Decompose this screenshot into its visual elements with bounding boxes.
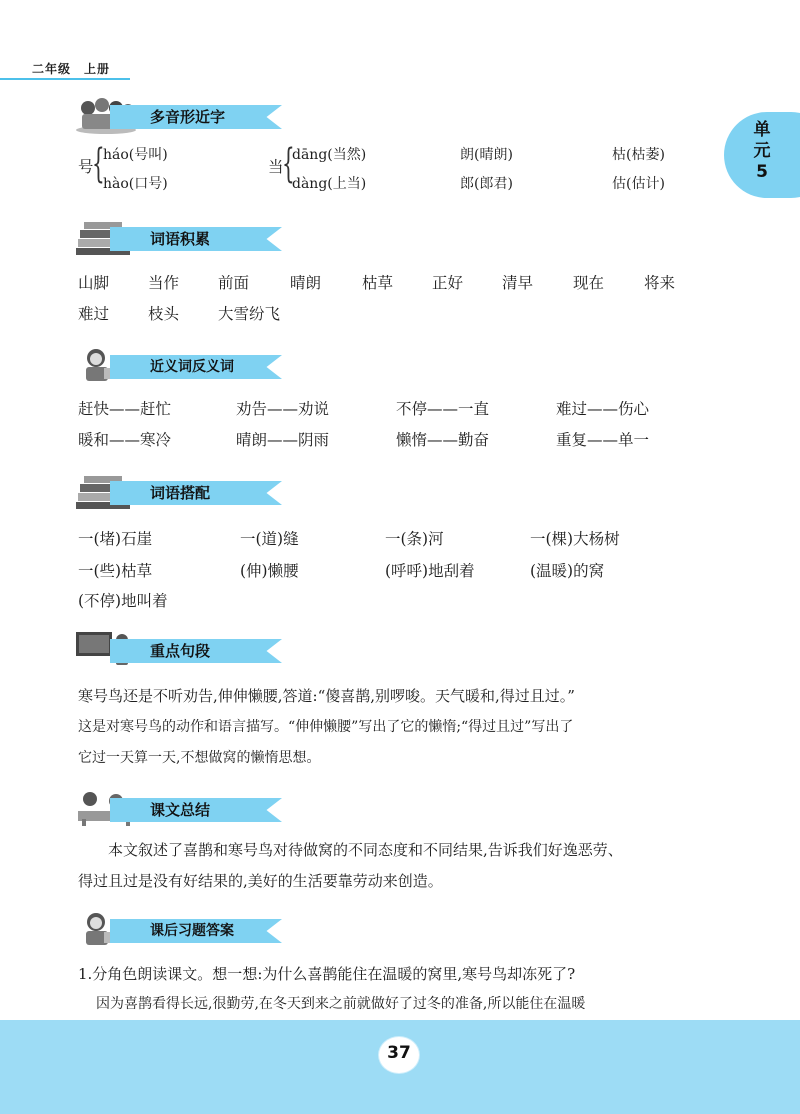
brace-icon: {: [282, 141, 295, 187]
word-item: 正好: [432, 274, 464, 292]
word-item: 当作: [148, 274, 180, 292]
brace-icon: {: [92, 141, 105, 187]
synonym-pair: 赶快——赶忙: [78, 400, 172, 418]
similar-char: 郎(郎君): [460, 176, 513, 192]
antonym-pair: 晴朗——阴雨: [236, 431, 330, 449]
polyphone-reading: dāng(当然): [292, 147, 367, 163]
summary-text: 本文叙述了喜鹊和寒号鸟对待做窝的不同态度和不同结果,告诉我们好逸恶劳、: [108, 841, 623, 859]
synonym-pair: 不停——一直: [396, 400, 490, 418]
word-item: 枯草: [362, 274, 394, 292]
word-item: 清早: [502, 274, 534, 292]
word-item: 现在: [573, 274, 605, 292]
collocation-item: 一(些)枯草: [78, 562, 153, 580]
polyphone-reading: háo(号叫): [103, 147, 168, 163]
polyphone-char-dang: 当: [268, 158, 284, 176]
antonym-pair: 暖和——寒冷: [78, 431, 172, 449]
summary-text: 得过且过是没有好结果的,美好的生活要靠劳动来创造。: [78, 872, 443, 890]
section-title: 课后习题答案: [150, 923, 234, 939]
word-item: 枝头: [148, 305, 180, 323]
similar-char: 估(估计): [612, 176, 665, 192]
synonym-pair: 劝告——劝说: [236, 400, 330, 418]
section-title: 近义词反义词: [150, 359, 234, 375]
word-item: 大雪纷飞: [218, 305, 281, 323]
word-item: 难过: [78, 305, 110, 323]
collocation-item: 一(条)河: [385, 530, 444, 548]
key-passage-quote: 寒号鸟还是不听劝告,伸伸懒腰,答道:“傻喜鹊,别啰唆。天气暖和,得过且过。”: [78, 687, 575, 705]
antonym-pair: 懒惰——勤奋: [396, 431, 490, 449]
collocation-item: 一(堵)石崖: [78, 530, 153, 548]
exercise-question: 1.分角色朗读课文。想一想:为什么喜鹊能住在温暖的窝里,寒号鸟却冻死了?: [78, 965, 576, 983]
word-item: 晴朗: [290, 274, 322, 292]
polyphone-reading: dàng(上当): [292, 176, 367, 192]
collocation-item: 一(棵)大杨树: [530, 530, 620, 548]
collocation-item: (温暖)的窝: [530, 562, 605, 580]
collocation-item: (伸)懒腰: [240, 562, 299, 580]
section-title: 词语积累: [150, 230, 211, 248]
word-item: 将来: [644, 274, 676, 292]
polyphone-reading: hào(口号): [103, 176, 168, 192]
polyphone-char-hao: 号: [78, 158, 94, 176]
synonym-pair: 难过——伤心: [556, 400, 650, 418]
section-title: 课文总结: [150, 801, 211, 819]
word-item: 前面: [218, 274, 250, 292]
antonym-pair: 重复——单一: [556, 431, 650, 449]
grade-label: 二年级 上册: [32, 62, 111, 76]
similar-char: 朗(晴朗): [460, 147, 513, 163]
page-number: 37: [387, 1043, 411, 1063]
key-passage-analysis: 它过一天算一天,不想做窝的懒惰思想。: [78, 750, 321, 766]
similar-char: 枯(枯萎): [612, 147, 665, 163]
section-title: 多音形近字: [150, 108, 226, 126]
key-passage-analysis: 这是对寒号鸟的动作和语言描写。“伸伸懒腰”写出了它的懒惰;“得过且过”写出了: [78, 719, 574, 735]
collocation-item: (不停)地叫着: [78, 592, 168, 610]
section-title: 词语搭配: [150, 484, 211, 502]
collocation-item: 一(道)缝: [240, 530, 299, 548]
word-item: 山脚: [78, 274, 110, 292]
unit-tab-label: 单 元 5: [753, 120, 771, 182]
section-title: 重点句段: [150, 642, 211, 660]
exercise-answer: 因为喜鹊看得长远,很勤劳,在冬天到来之前就做好了过冬的准备,所以能住在温暖: [96, 996, 586, 1012]
collocation-item: (呼呼)地刮着: [385, 562, 475, 580]
header-divider: [0, 78, 130, 80]
